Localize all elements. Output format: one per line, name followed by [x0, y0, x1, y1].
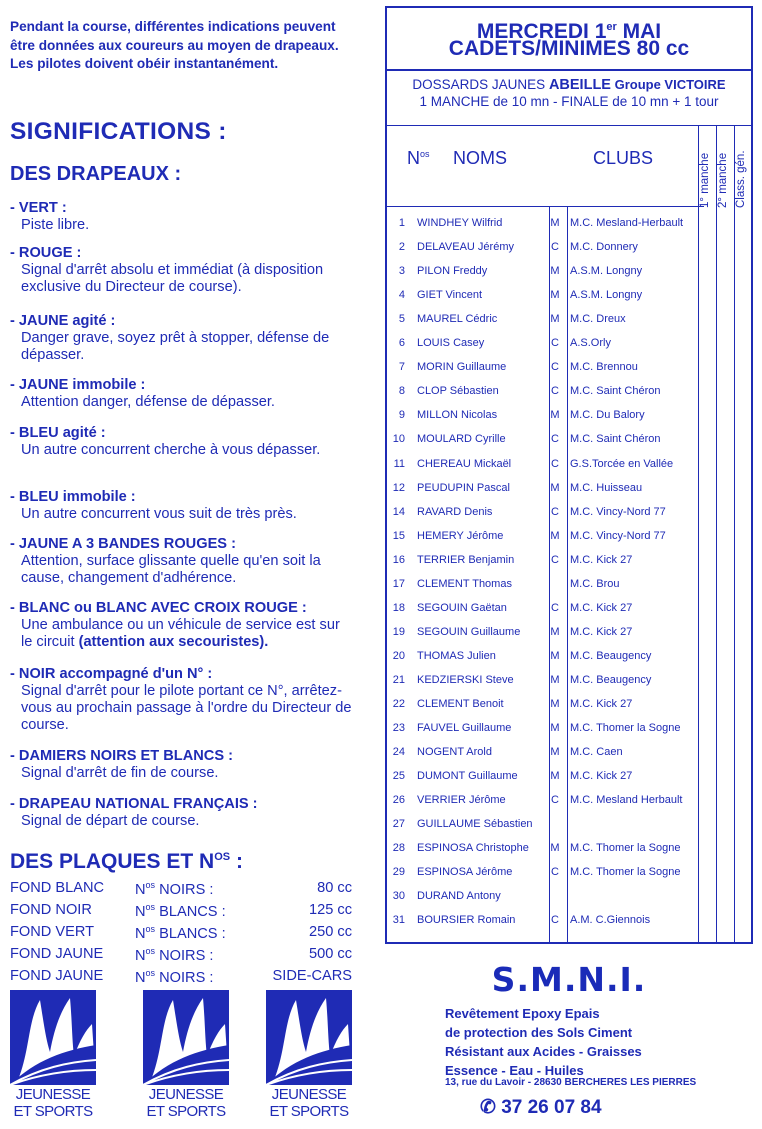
- rider-number: 16: [392, 553, 405, 566]
- divider: [387, 69, 751, 71]
- flag-item-vert: [10, 200, 355, 234]
- flag-item-bleu-agite: [10, 425, 355, 459]
- rider-number: 3: [398, 265, 405, 278]
- rider-name: THOMAS Julien: [417, 649, 496, 662]
- race-entry-table: [385, 6, 753, 944]
- rider-category: M: [550, 746, 560, 759]
- rider-category: C: [551, 361, 559, 374]
- header-classement: Class. gén.: [735, 150, 747, 208]
- flags-heading: DES DRAPEAUX :: [10, 163, 182, 185]
- rider-club: M.C. Kick 27: [570, 553, 633, 566]
- rider-club: M.C. Kick 27: [570, 625, 633, 638]
- table-row: [387, 453, 704, 477]
- rider-number: 25: [392, 770, 405, 783]
- flag-label: - BLANC ou BLANC AVEC CROIX ROUGE :: [10, 600, 307, 616]
- table-row: [387, 861, 704, 885]
- rider-category: M: [550, 409, 560, 422]
- rider-category: M: [550, 649, 560, 662]
- flag-desc-text: Une ambulance ou un véhicule de service est sur le circuit: [21, 617, 340, 650]
- rider-name: KEDZIERSKI Steve: [417, 673, 514, 686]
- header-clubs: CLUBS: [593, 148, 654, 168]
- ad-line: de protection des Sols Ciment: [445, 1025, 633, 1040]
- flag-desc: Attention, surface glissante quelle qu'en soit la cause, changement d'adhérence.: [21, 553, 321, 586]
- rider-category: C: [551, 241, 559, 254]
- wave-logo-icon: [266, 990, 352, 1085]
- rider-club: A.S.M. Longny: [570, 265, 643, 278]
- rider-name: VERRIER Jérôme: [417, 794, 506, 807]
- rider-name: CLEMENT Benoit: [417, 698, 504, 710]
- rider-club: G.S.Torcée en Vallée: [570, 457, 674, 470]
- header-noms: NOMS: [453, 148, 507, 168]
- column-divider: [734, 125, 735, 942]
- table-row: [387, 501, 704, 525]
- rider-category: C: [551, 601, 559, 614]
- table-row: [387, 404, 704, 428]
- table-row: [387, 236, 704, 260]
- flag-label: - JAUNE immobile :: [10, 377, 146, 393]
- header-manche2: 2° manche: [717, 152, 729, 208]
- rider-category: C: [551, 553, 559, 566]
- table-row: [387, 621, 704, 645]
- rider-name: LOUIS Casey: [417, 337, 485, 350]
- table-row: [387, 693, 704, 717]
- rider-number: 7: [398, 361, 405, 374]
- ad-address: 13, rue du Lavoir - 28630 BERCHERES LES PIERRES: [445, 1077, 697, 1088]
- rider-number: 10: [392, 433, 405, 446]
- flag-item-blanc: [10, 600, 355, 651]
- rider-name: PILON Freddy: [417, 265, 488, 278]
- intro-text: Pendant la course, différentes indications peuvent être données aux coureurs au moyen de drapeaux. Les pilotes doivent obéir instantanément.: [10, 19, 339, 71]
- rider-number: 20: [392, 649, 405, 662]
- flag-desc: Signal d'arrêt de fin de course.: [21, 765, 219, 781]
- plaque-row: FOND BLANC $N^{os}$ NOIRS : 80 cc: [10, 880, 352, 898]
- flag-desc: Signal d'arrêt absolu et immédiat (à disposition exclusive du Directeur de course).: [21, 262, 324, 295]
- wave-logo-icon: [143, 990, 229, 1085]
- rider-number: 12: [392, 481, 405, 494]
- rider-name: ESPINOSA Christophe: [417, 842, 529, 855]
- flag-item-jaune-immobile: [10, 377, 355, 411]
- rider-name: NOGENT Arold: [417, 746, 492, 759]
- rider-number: 28: [392, 842, 405, 855]
- table-row: [387, 789, 704, 813]
- flag-label: - NOIR accompagné d'un N° :: [10, 666, 213, 682]
- flag-desc: Attention danger, défense de dépasser.: [21, 394, 275, 410]
- rider-number: 31: [392, 914, 405, 927]
- header-manche1: 1° manche: [699, 152, 711, 208]
- ad-company-name: S.M.N.I.: [491, 960, 647, 999]
- rider-number: 21: [392, 673, 405, 686]
- rider-category: M: [550, 481, 560, 494]
- rider-name: CHEREAU Mickaël: [417, 457, 512, 470]
- rider-name: GUILLAUME Sébastien: [417, 818, 533, 831]
- rider-club: M.C. Beaugency: [570, 649, 652, 662]
- table-row: [387, 741, 704, 765]
- table-row: [387, 260, 704, 284]
- flag-desc: Signal de départ de course.: [21, 813, 200, 829]
- rider-club: M.C. Dreux: [570, 313, 626, 326]
- plaque-row: FOND VERT $N^{os}$ BLANCS : 250 cc: [10, 924, 352, 942]
- rider-category: C: [551, 457, 559, 470]
- rider-category: C: [551, 794, 559, 807]
- rider-category: C: [551, 433, 559, 446]
- jeunesse-sports-logo: JEUNESSE ET SPORTS: [143, 990, 229, 1119]
- rider-name: TERRIER Benjamin: [417, 553, 515, 566]
- table-row: [387, 525, 704, 549]
- rider-number: 6: [398, 337, 405, 350]
- rider-number: 1: [398, 217, 405, 229]
- rider-number: 26: [392, 794, 405, 807]
- jeunesse-sports-logo: JEUNESSE ET SPORTS: [10, 990, 96, 1119]
- rider-name: SEGOUIN Gaëtan: [417, 601, 507, 614]
- rider-number: 19: [392, 625, 405, 638]
- table-row: [387, 380, 704, 404]
- race-category-title: CADETS/MINIMES 80 cc: [448, 37, 690, 60]
- plaque-row: FOND JAUNE $N^{os}$ NOIRS : SIDE-CARS: [10, 968, 352, 986]
- table-row: [387, 837, 704, 861]
- ad-line: Essence - Eau - Huiles: [445, 1063, 584, 1078]
- rider-club: M.C. Vincy-Nord 77: [570, 505, 666, 518]
- rider-club: M.C. Caen: [570, 746, 623, 759]
- rider-name: FAUVEL Guillaume: [417, 722, 512, 735]
- significations-heading: SIGNIFICATIONS :: [10, 118, 227, 145]
- flag-desc: Un autre concurrent vous suit de très près.: [21, 506, 297, 522]
- flag-label: - ROUGE :: [10, 245, 82, 261]
- rider-club: M.C. Saint Chéron: [570, 385, 661, 398]
- flag-desc: Un autre concurrent cherche à vous dépasser.: [21, 442, 321, 458]
- rider-name: MORIN Guillaume: [417, 361, 507, 374]
- flag-item-jaune-bandes: [10, 536, 355, 587]
- rider-name: CLEMENT Thomas: [417, 577, 512, 590]
- rider-number: 15: [392, 529, 405, 542]
- rider-name: WINDHEY Wilfrid: [417, 217, 503, 229]
- rider-category: M: [550, 673, 560, 686]
- rider-name: SEGOUIN Guillaume: [417, 625, 521, 638]
- rider-category: M: [550, 842, 560, 855]
- flag-item-damiers: [10, 748, 355, 782]
- ad-line: Résistant aux Acides - Graisses: [445, 1044, 642, 1059]
- flag-label: - VERT :: [10, 200, 67, 216]
- flag-item-noir: [10, 666, 355, 734]
- rider-category: C: [551, 914, 559, 927]
- plaque-row: FOND NOIR $N^{os}$ BLANCS : 125 cc: [10, 902, 352, 920]
- rider-name: CLOP Sébastien: [417, 385, 499, 398]
- flag-label: - JAUNE agité :: [10, 313, 116, 329]
- rider-number: 22: [392, 698, 405, 710]
- column-divider: [716, 125, 717, 942]
- rider-number: 23: [392, 722, 405, 735]
- smni-advertisement: [385, 960, 753, 1120]
- rider-category: M: [550, 265, 560, 278]
- rider-name: ESPINOSA Jérôme: [417, 866, 513, 879]
- rider-number: 27: [392, 818, 405, 831]
- rider-club: M.C. Mesland Herbault: [570, 794, 683, 807]
- rider-name: MOULARD Cyrille: [417, 433, 506, 446]
- rider-category: M: [550, 698, 560, 710]
- rider-name: HEMERY Jérôme: [417, 529, 504, 542]
- table-row: [387, 813, 704, 837]
- rider-club: M.C. Mesland-Herbault: [570, 217, 684, 229]
- rider-category: M: [550, 217, 560, 229]
- table-row: [387, 212, 704, 236]
- table-row: [387, 645, 704, 669]
- rider-category: M: [550, 770, 560, 783]
- divider: [387, 125, 751, 126]
- table-row: [387, 573, 704, 597]
- rider-category: M: [550, 625, 560, 638]
- flag-label: - DRAPEAU NATIONAL FRANÇAIS :: [10, 796, 258, 812]
- rider-number: 9: [398, 409, 405, 422]
- flag-label: - DAMIERS NOIRS ET BLANCS :: [10, 748, 233, 764]
- flag-item-jaune-agite: [10, 313, 355, 364]
- race-subtitle: DOSSARDS JAUNES ABEILLE Groupe VICTOIRE: [412, 77, 726, 93]
- table-row: [387, 428, 704, 452]
- table-row: [387, 909, 704, 933]
- rider-club: M.C. Thomer la Sogne: [570, 842, 681, 855]
- jeunesse-sports-logo: JEUNESSE ET SPORTS: [266, 990, 352, 1119]
- rider-club: M.C. Beaugency: [570, 673, 652, 686]
- flag-item-rouge: [10, 245, 355, 296]
- rider-number: 14: [392, 505, 405, 518]
- rider-club: M.C. Vincy-Nord 77: [570, 529, 666, 542]
- rider-club: A.S.Orly: [570, 337, 611, 350]
- rider-name: DUMONT Guillaume: [417, 770, 518, 783]
- rider-category: M: [550, 529, 560, 542]
- race-date-title: MERCREDI 1er MAI: [476, 20, 662, 43]
- divider: [387, 206, 704, 207]
- rider-number: 2: [398, 241, 405, 254]
- rider-name: GIET Vincent: [417, 289, 483, 302]
- flag-desc: [10, 617, 355, 651]
- rider-club: M.C. Brou: [570, 577, 620, 590]
- rider-club: M.C. Kick 27: [570, 601, 633, 614]
- ad-line: Revêtement Epoxy Epais: [445, 1006, 600, 1021]
- flag-desc: Signal d'arrêt pour le pilote portant ce N°, arrêtez-vous au prochain passage à l'ordre du Directeur de course.: [21, 683, 352, 733]
- table-row: [387, 765, 704, 789]
- rider-number: 5: [398, 313, 405, 326]
- flag-rules-column: [10, 0, 362, 1129]
- flag-item-bleu-immobile: [10, 489, 355, 523]
- rider-category: M: [550, 289, 560, 302]
- rider-number: 8: [398, 385, 405, 398]
- rider-club: M.C. Kick 27: [570, 770, 633, 783]
- rider-category: C: [551, 866, 559, 879]
- flag-item-national: [10, 796, 355, 830]
- rider-club: M.C. Du Balory: [570, 409, 645, 422]
- rider-club: M.C. Kick 27: [570, 698, 633, 710]
- rider-club: M.C. Saint Chéron: [570, 433, 661, 446]
- flag-label: - BLEU immobile :: [10, 489, 136, 505]
- ad-phone: ✆ 37 26 07 84: [480, 1097, 602, 1118]
- table-row: [387, 308, 704, 332]
- table-row: [387, 356, 704, 380]
- race-format: 1 MANCHE de 10 mn - FINALE de 10 mn + 1 tour: [419, 94, 719, 109]
- rider-number: 30: [392, 890, 405, 903]
- rider-club: M.C. Thomer la Sogne: [570, 866, 681, 879]
- rider-number: 24: [392, 746, 405, 759]
- plaque-row: FOND JAUNE $N^{os}$ NOIRS : 500 cc: [10, 946, 352, 964]
- rider-category: C: [551, 337, 559, 350]
- wave-logo-icon: [10, 990, 96, 1085]
- rider-name: MAUREL Cédric: [417, 313, 498, 326]
- rider-club: A.M. C.Giennois: [570, 914, 651, 927]
- rider-name: DURAND Antony: [417, 890, 501, 903]
- plaques-heading: DES PLAQUES ET $N^{OS}$ :: [10, 850, 243, 873]
- flag-desc: Danger grave, soyez prêt à stopper, défense de dépasser.: [21, 330, 330, 363]
- flag-label: - JAUNE A 3 BANDES ROUGES :: [10, 536, 236, 552]
- rider-name: DELAVEAU Jérémy: [417, 241, 514, 254]
- flag-label: - BLEU agité :: [10, 425, 106, 441]
- rider-category: C: [551, 385, 559, 398]
- rider-category: M: [550, 313, 560, 326]
- rider-name: MILLON Nicolas: [417, 409, 498, 422]
- table-row: [387, 669, 704, 693]
- table-row: [387, 477, 704, 501]
- rider-number: 17: [392, 577, 405, 590]
- rider-club: M.C. Brennou: [570, 361, 638, 374]
- table-row: [387, 717, 704, 741]
- table-row: [387, 284, 704, 308]
- rider-club: M.C. Donnery: [570, 241, 638, 254]
- rider-number: 11: [393, 457, 405, 470]
- rider-name: RAVARD Denis: [417, 505, 493, 518]
- table-row: [387, 332, 704, 356]
- rider-number: 4: [398, 289, 405, 302]
- rider-category: M: [550, 722, 560, 735]
- rider-number: 29: [392, 866, 405, 879]
- flag-desc: Piste libre.: [21, 217, 90, 233]
- header-nos: $N^{os}$: [407, 148, 430, 168]
- rider-number: 18: [392, 601, 405, 614]
- rider-club: M.C. Thomer la Sogne: [570, 722, 681, 735]
- table-row: [387, 549, 704, 573]
- table-row: [387, 597, 704, 621]
- flag-desc-emphasis: (attention aux secouristes).: [78, 634, 269, 650]
- rider-club: M.C. Huisseau: [570, 481, 643, 494]
- rider-name: BOURSIER Romain: [417, 914, 516, 927]
- rider-club: A.S.M. Longny: [570, 289, 643, 302]
- table-row: [387, 885, 704, 909]
- rider-category: C: [551, 505, 559, 518]
- rider-name: PEUDUPIN Pascal: [417, 481, 510, 494]
